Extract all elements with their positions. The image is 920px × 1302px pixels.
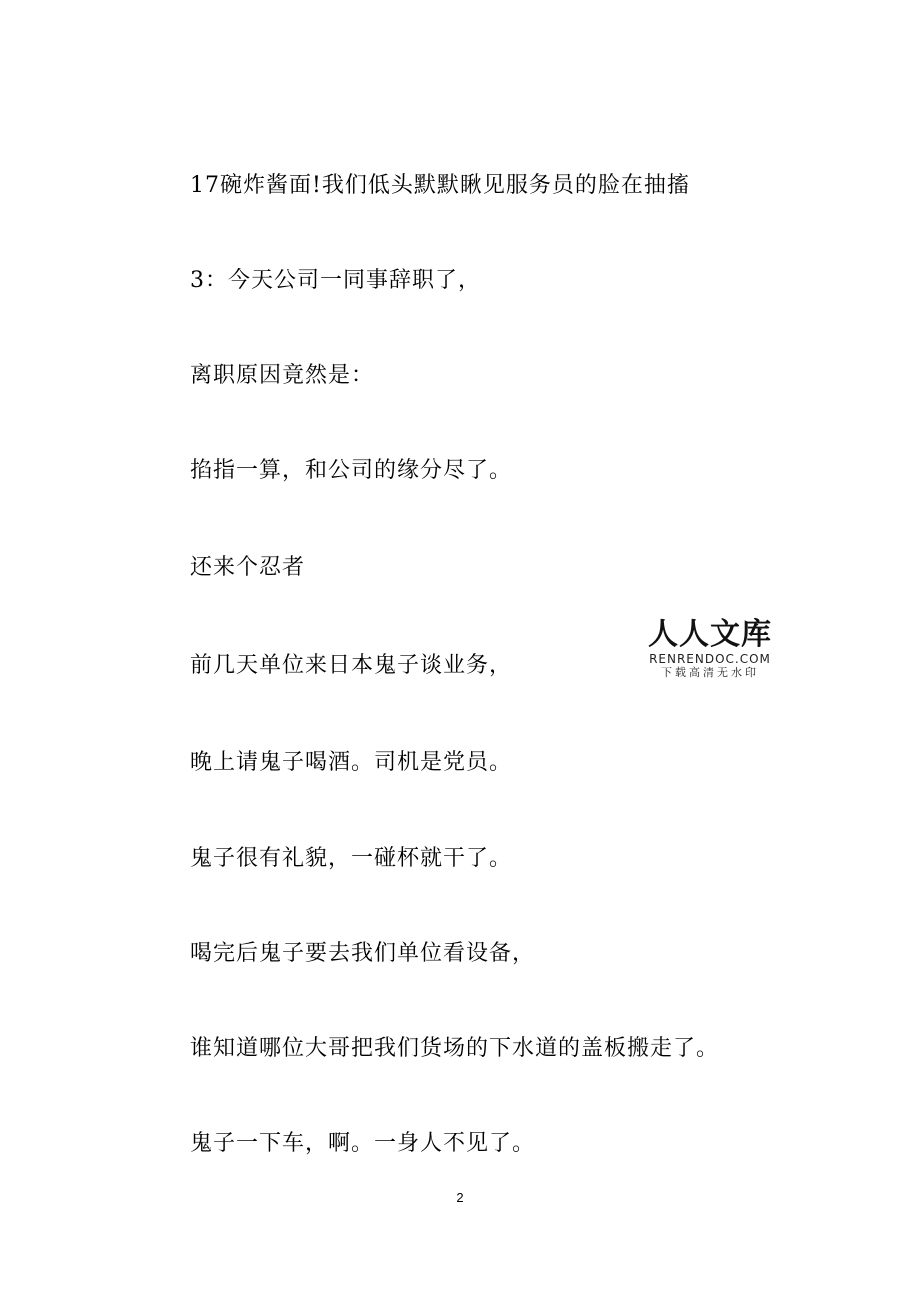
watermark-domain: RENRENDOC.COM <box>649 652 771 666</box>
text-line-10: 谁知道哪位大哥把我们货场的下水道的盖板搬走了。 <box>190 1036 720 1061</box>
text-line-4: 掐指一算，和公司的缘分尽了。 <box>190 458 513 483</box>
text-line-9: 喝完后鬼子要去我们单位看设备， <box>190 941 536 966</box>
text-line-3: 离职原因竟然是： <box>190 363 375 388</box>
text-line-6: 前几天单位来日本鬼子谈业务， <box>190 653 513 678</box>
page-number: 2 <box>456 1190 464 1205</box>
watermark-logo <box>640 618 780 680</box>
watermark-tagline: 下载高清无水印 <box>661 666 759 679</box>
text-line-1: 17碗炸酱面!我们低头默默瞅见服务员的脸在抽搐 <box>190 173 690 198</box>
watermark-title: 人人文库 <box>648 617 772 652</box>
text-line-7: 晚上请鬼子喝酒。司机是党员。 <box>190 750 513 775</box>
text-line-5: 还来个忍者 <box>190 555 306 580</box>
text-line-2: 3：今天公司一同事辞职了， <box>190 268 481 293</box>
text-line-11: 鬼子一下车，啊。一身人不见了。 <box>190 1131 536 1156</box>
text-line-8: 鬼子很有礼貌，一碰杯就干了。 <box>190 846 513 871</box>
